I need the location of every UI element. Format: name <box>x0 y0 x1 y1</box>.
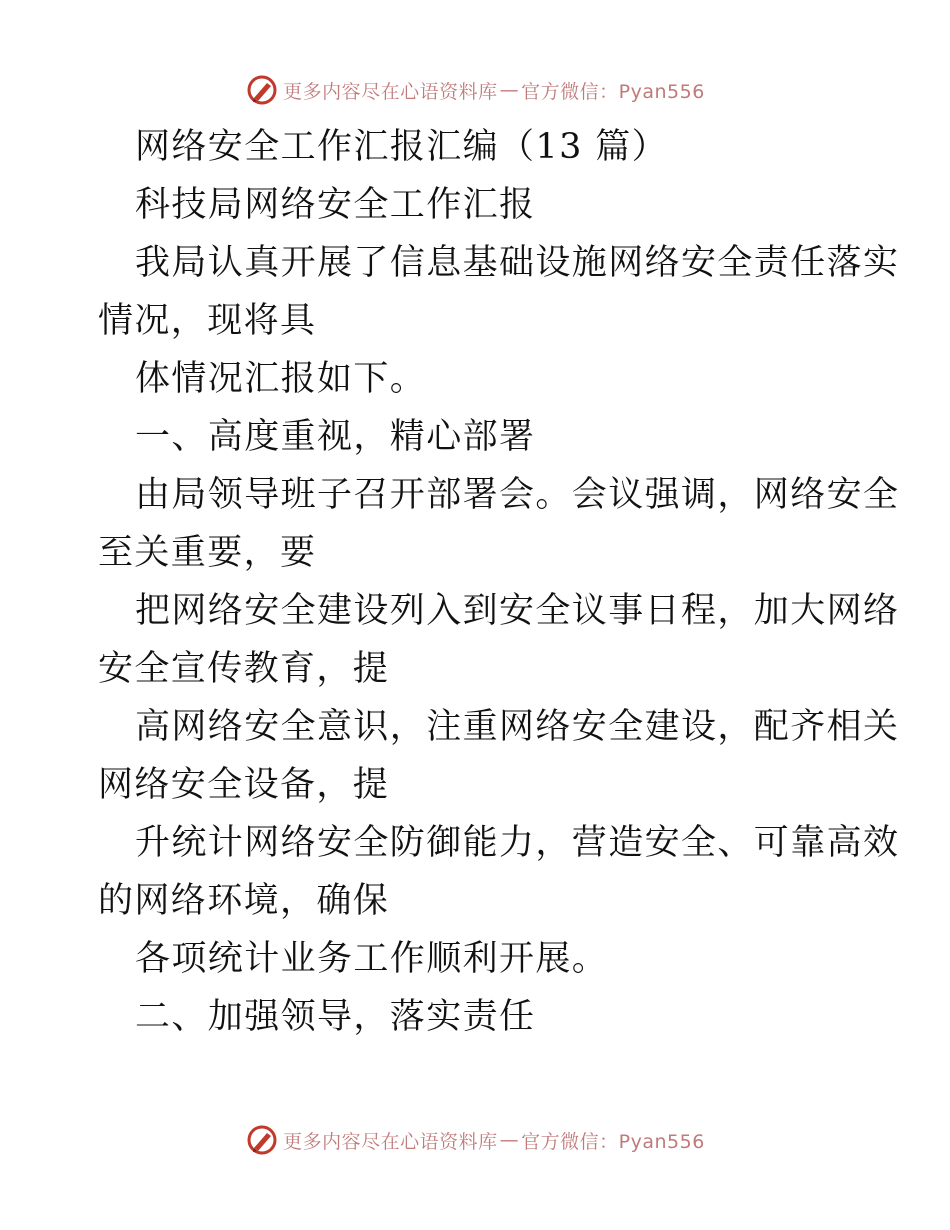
pen-logo-icon <box>245 73 279 107</box>
document-line: 至关重要，要 <box>98 533 317 573</box>
document-line: 升统计网络安全防御能力，营造安全、可靠高效 <box>135 823 900 863</box>
watermark-text: 更多内容尽在心语资料库 <box>283 80 498 103</box>
document-line: 一、高度重视，精心部署 <box>135 417 536 457</box>
document-line: 网络安全设备，提 <box>98 765 390 805</box>
document-line: 高网络安全意识，注重网络安全建设，配齐相关 <box>135 707 900 747</box>
watermark-contact: 官方微信：Pyan556 <box>521 1130 705 1153</box>
document-line: 由局领导班子召开部署会。会议强调，网络安全 <box>135 475 900 515</box>
document-line: 安全宣传教育，提 <box>98 649 390 689</box>
document-line: 二、加强领导，落实责任 <box>135 997 536 1037</box>
document-line: 的网络环境，确保 <box>98 881 390 921</box>
document-line: 体情况汇报如下。 <box>135 359 427 399</box>
document-line: 各项统计业务工作顺利开展。 <box>135 939 609 979</box>
watermark-separator: — <box>499 79 520 101</box>
document-line: 把网络安全建设列入到安全议事日程，加大网络 <box>135 591 900 631</box>
document-line: 情况，现将具 <box>98 301 317 341</box>
footer-watermark <box>0 1120 950 1160</box>
document-line: 科技局网络安全工作汇报 <box>135 185 536 225</box>
document-line: 我局认真开展了信息基础设施网络安全责任落实 <box>135 243 900 283</box>
watermark-separator: — <box>499 1129 520 1151</box>
watermark-text: 更多内容尽在心语资料库 <box>283 1130 498 1153</box>
document-body <box>98 118 900 1046</box>
watermark-contact: 官方微信：Pyan556 <box>521 80 705 103</box>
document-line: 网络安全工作汇报汇编（13 篇） <box>135 127 669 167</box>
header-watermark <box>0 70 950 110</box>
pen-logo-icon <box>245 1123 279 1157</box>
